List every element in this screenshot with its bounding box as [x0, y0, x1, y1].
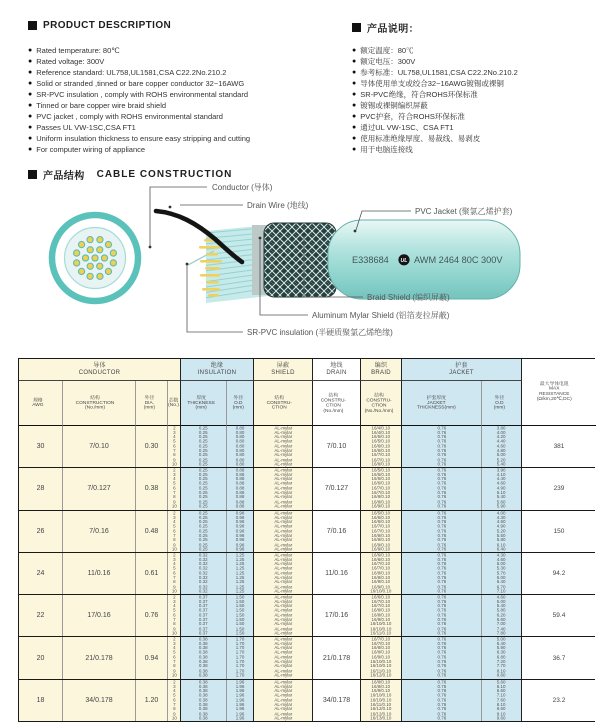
column-group-header: 屏蔽 SHIELD [254, 359, 313, 381]
bullet-item [28, 56, 346, 67]
cell-drain: 7/0.10 [313, 426, 361, 467]
bullet-item [352, 89, 596, 100]
bullet-icon: ● [352, 102, 357, 109]
cell-ins-thickness: 0.25 0.25 0.25 0.25 0.25 0.25 0.25 0.25 0.25 [181, 426, 227, 467]
cell-jacket-thickness: 0.76 0.76 0.76 0.76 0.76 0.76 0.76 0.76 0.76 [402, 637, 482, 678]
cell-resistance: 239 [522, 468, 596, 509]
column-header: 厚度 THICKNESS (mm) [181, 381, 227, 426]
cell-jacket-od: 4.60 5.00 5.40 5.80 6.20 6.60 7.00 7.40 7.80 [482, 595, 522, 636]
bullet-item [28, 67, 346, 78]
cell-dia: 0.94 [136, 637, 168, 678]
table-row-awg-18 [19, 680, 594, 721]
cell-jacket-od: 5.60 6.10 6.60 7.10 7.60 8.10 8.60 9.10 9.60 [482, 680, 522, 721]
cell-ins-od: 1.50 1.50 1.50 1.50 1.50 1.50 1.50 1.50 1.50 [227, 595, 254, 636]
cell-jacket-od: 4.30 4.60 5.00 5.30 5.70 6.00 6.40 6.70 7.10 [482, 553, 522, 594]
cell-shield: AL-mylar AL-mylar AL-mylar AL-mylar AL-mylar AL-mylar AL-mylar AL-mylar AL-mylar [254, 553, 313, 594]
cable-construction-title-en: CABLE CONSTRUCTION [96, 169, 233, 180]
column-header: 外径 O.D (mm) [482, 381, 522, 426]
cell-jacket-thickness: 0.76 0.76 0.76 0.76 0.76 0.76 0.76 0.76 0.76 [402, 680, 482, 721]
cell-construction: 34/0.178 [63, 680, 136, 721]
pvc-jacket-label: PVC Jacket (聚氯乙烯护套) [415, 207, 513, 216]
bullet-item [28, 111, 346, 122]
bullet-icon: ● [352, 146, 357, 153]
bullet-text: For computer wiring of appliance [36, 145, 146, 154]
bullet-icon: ● [352, 69, 357, 76]
bullet-icon: ● [352, 47, 357, 54]
bullet-icon: ● [28, 146, 33, 153]
bullet-icon: ● [352, 91, 357, 98]
cell-shield: AL-mylar AL-mylar AL-mylar AL-mylar AL-mylar AL-mylar AL-mylar AL-mylar AL-mylar [254, 511, 313, 552]
drain-wire-label: Drain Wire (地线) [247, 201, 309, 210]
table-row-awg-30 [19, 426, 594, 468]
bullet-item [28, 100, 346, 111]
cell-ins-thickness: 0.25 0.25 0.25 0.25 0.25 0.25 0.25 0.25 0.25 [181, 511, 227, 552]
bullet-text: 参考标准：UL758,UL1581,CSA C22.2No.210.2 [360, 68, 518, 77]
bullet-item [28, 78, 346, 89]
cell-ins-thickness: 0.37 0.37 0.37 0.37 0.37 0.37 0.37 0.37 0.37 [181, 595, 227, 636]
bullet-item [352, 100, 596, 111]
cell-dia: 1.20 [136, 680, 168, 721]
bullet-text: Solid or stranded ,tinned or bare copper conductor 32~16AWG [36, 79, 245, 88]
bullet-icon: ● [28, 80, 33, 87]
cell-drain: 34/0.178 [313, 680, 361, 721]
cell-awg: 18 [19, 680, 63, 721]
bullet-text: 镀锡或裸铜编织屏蔽 [360, 101, 428, 110]
bullet-icon: ● [352, 124, 357, 131]
cell-dia: 0.76 [136, 595, 168, 636]
bullet-item [28, 144, 346, 155]
cell-jacket-thickness: 0.76 0.76 0.76 0.76 0.76 0.76 0.76 0.76 0.76 [402, 511, 482, 552]
cell-awg: 30 [19, 426, 63, 467]
bullet-item [352, 78, 596, 89]
cell-construction: 21/0.178 [63, 637, 136, 678]
column-header: 护套厚度 JACKET THICKNESS(mm) [402, 381, 482, 426]
bullet-item [352, 133, 596, 144]
cell-shield: AL-mylar AL-mylar AL-mylar AL-mylar AL-mylar AL-mylar AL-mylar AL-mylar AL-mylar [254, 637, 313, 678]
cell-jacket-thickness: 0.76 0.76 0.76 0.76 0.76 0.76 0.76 0.76 0.76 [402, 468, 482, 509]
cell-jacket-thickness: 0.76 0.76 0.76 0.76 0.76 0.76 0.76 0.76 0.76 [402, 426, 482, 467]
cable-cross-section [52, 215, 138, 301]
cell-awg: 20 [19, 637, 63, 678]
cell-ins-od: 1.96 1.96 1.96 1.96 1.96 1.96 1.96 1.96 1.96 [227, 680, 254, 721]
bullet-item [352, 111, 596, 122]
cell-drain: 7/0.127 [313, 468, 361, 509]
cell-ins-od: 1.70 1.70 1.70 1.70 1.70 1.70 1.70 1.70 1.70 [227, 637, 254, 678]
column-header: 结构 CONSTRU- CTION (No./No./mm) [361, 381, 402, 426]
bullet-text: Rated voltage: 300V [36, 57, 105, 66]
bullet-text: Tinned or bare copper wire braid shield [36, 101, 167, 110]
table-header [19, 359, 594, 426]
bullet-text: SR-PVC绝缘，符合ROHS环保标准 [360, 90, 478, 99]
cell-awg: 28 [19, 468, 63, 509]
column-header: 结构 CONSTRU- CTION (No./mm) [313, 381, 361, 426]
cell-cores: 2 3 4 5 6 7 8 9 10 [168, 680, 181, 721]
cell-drain: 21/0.178 [313, 637, 361, 678]
square-bullet-icon [352, 23, 361, 32]
column-header: 规格 AWG [19, 381, 63, 426]
cell-jacket-od: 5.00 5.40 5.90 6.30 6.80 7.20 7.70 8.10 8.60 [482, 637, 522, 678]
cell-ins-od: 1.25 1.25 1.25 1.25 1.25 1.25 1.25 1.25 1.25 [227, 553, 254, 594]
bullet-icon: ● [28, 58, 33, 65]
column-group-header: 绝缘 INSULATION [181, 359, 254, 381]
cell-braid: 16/8/0.10 16/8/0.10 16/9/0.10 16/10/0.10 16/10/0.10 16/11/0.10 16/12/0.10 16/12/0.10 16/13/0.10 [361, 680, 402, 721]
aluminum-mylar-label: Aluminum Mylar Shield (铝箔麦拉屏蔽) [312, 311, 450, 320]
cell-jacket-od: 4.00 4.30 4.60 4.90 5.20 5.50 5.80 6.10 6.40 [482, 511, 522, 552]
bullet-icon: ● [352, 80, 357, 87]
product-description-title-zh-text: 产品说明： [367, 24, 419, 35]
cell-construction: 7/0.10 [63, 426, 136, 467]
cell-ins-thickness: 0.38 0.38 0.38 0.38 0.38 0.38 0.38 0.38 0.38 [181, 680, 227, 721]
product-description-title [28, 20, 171, 31]
cell-construction: 7/0.127 [63, 468, 136, 509]
cell-dia: 0.48 [136, 511, 168, 552]
braid-shield-section [264, 223, 336, 297]
cell-ins-od: 0.80 0.80 0.80 0.80 0.80 0.80 0.80 0.80 0.80 [227, 426, 254, 467]
bullet-icon: ● [352, 135, 357, 142]
jacket-spec-text: AWM 2464 80C 300V [414, 255, 503, 265]
column-header: 结构 CONSTRU- CTION [254, 381, 313, 426]
table-row-awg-24 [19, 553, 594, 595]
bullet-text: 额定温度：80℃ [360, 46, 414, 55]
cell-resistance: 36.7 [522, 637, 596, 678]
sr-pvc-insulation-label: SR-PVC insulation (半硬质聚氯乙烯绝缘) [247, 328, 393, 337]
bullet-item [352, 122, 596, 133]
cell-braid: 16/4/0.10 16/4/0.10 16/5/0.10 16/5/0.10 16/6/0.10 16/6/0.10 16/7/0.10 16/7/0.10 16/8/0.10 [361, 426, 402, 467]
cell-shield: AL-mylar AL-mylar AL-mylar AL-mylar AL-mylar AL-mylar AL-mylar AL-mylar AL-mylar [254, 426, 313, 467]
bullet-icon: ● [352, 113, 357, 120]
table-row-awg-20 [19, 637, 594, 679]
cell-braid: 16/5/0.10 16/5/0.10 16/6/0.10 16/6/0.10 16/7/0.10 16/7/0.10 16/8/0.10 16/8/0.10 16/9/0.10 [361, 468, 402, 509]
bullet-item [28, 89, 346, 100]
cell-jacket-thickness: 0.76 0.76 0.76 0.76 0.76 0.76 0.76 0.76 0.76 [402, 553, 482, 594]
bullet-item [352, 67, 596, 78]
column-group-header: 护套 JACKET [402, 359, 522, 381]
resistance-column-header: 最大导体电阻 MAX RESISTANCE (Ω/km,20℃,DC) [522, 359, 596, 426]
cell-braid: 16/7/0.10 16/7/0.10 16/8/0.10 16/8/0.10 16/9/0.10 16/10/0.10 16/10/0.10 16/11/0.10 16/12/0.10 [361, 637, 402, 678]
cell-resistance: 59.4 [522, 595, 596, 636]
conductor-label: Conductor (导体) [212, 183, 273, 192]
cell-braid: 16/5/0.10 16/6/0.10 16/6/0.10 16/7/0.10 16/7/0.10 16/8/0.10 16/8/0.10 16/9/0.10 16/9/0.10 [361, 511, 402, 552]
cell-drain: 11/0.16 [313, 553, 361, 594]
bullet-text: 通过UL VW-1SC、CSA FT1 [360, 123, 454, 132]
bullet-icon: ● [28, 91, 33, 98]
product-description-title-text: PRODUCT DESCRIPTION [43, 20, 172, 31]
cable-construction-diagram [0, 163, 603, 358]
cell-construction: 7/0.16 [63, 511, 136, 552]
bullet-text: Rated temperature: 80℃ [36, 46, 120, 55]
bullet-item [352, 144, 596, 155]
cell-cores: 2 3 4 5 6 7 8 9 10 [168, 637, 181, 678]
bullet-icon: ● [28, 124, 33, 131]
cell-jacket-od: 3.80 4.00 4.20 4.40 4.60 4.80 5.00 5.20 5.40 [482, 426, 522, 467]
jacket-print [352, 254, 503, 265]
bullet-text: Uniform insulation thickness to ensure easy stripping and cutting [36, 134, 251, 143]
table-row-awg-22 [19, 595, 594, 637]
cell-cores: 2 3 4 5 6 7 8 9 10 [168, 511, 181, 552]
bullet-item [28, 122, 346, 133]
bullet-item [28, 45, 346, 56]
cell-ins-thickness: 0.32 0.32 0.32 0.32 0.32 0.32 0.32 0.32 0.32 [181, 553, 227, 594]
bullet-text: Passes UL VW-1SC,CSA FT1 [36, 123, 136, 132]
bullet-text: SR-PVC insulation , comply with ROHS environmental standard [36, 90, 248, 99]
ul-mark-text: UL [400, 258, 408, 264]
cell-awg: 26 [19, 511, 63, 552]
bullet-icon: ● [28, 113, 33, 120]
spec-table [18, 358, 595, 722]
cell-jacket-od: 3.90 4.10 4.40 4.60 4.90 5.10 5.40 5.60 5.90 [482, 468, 522, 509]
column-header: 外径 DIA. (mm) [136, 381, 168, 426]
cell-dia: 0.38 [136, 468, 168, 509]
column-group-header: 地线 DRAIN [313, 359, 361, 381]
cable-side-view [156, 211, 520, 303]
column-header: 外径 O.D (mm) [227, 381, 254, 426]
cell-drain: 17/0.16 [313, 595, 361, 636]
square-bullet-icon [28, 21, 37, 30]
jacket-cert-number: E338684 [352, 255, 389, 265]
cell-shield: AL-mylar AL-mylar AL-mylar AL-mylar AL-mylar AL-mylar AL-mylar AL-mylar AL-mylar [254, 595, 313, 636]
cell-braid: 16/6/0.10 16/7/0.10 16/7/0.10 16/8/0.10 16/8/0.10 16/9/0.10 16/10/0.10 16/10/0.10 16/11/0.10 [361, 595, 402, 636]
bullet-icon: ● [352, 58, 357, 65]
bullet-text: PVC护套，符合ROHS环保标准 [360, 112, 465, 121]
cell-resistance: 150 [522, 511, 596, 552]
bullet-item [28, 133, 346, 144]
bullet-icon: ● [28, 102, 33, 109]
cell-resistance: 94.2 [522, 553, 596, 594]
cell-ins-thickness: 0.38 0.38 0.38 0.38 0.38 0.38 0.38 0.38 0.38 [181, 637, 227, 678]
cell-shield: AL-mylar AL-mylar AL-mylar AL-mylar AL-mylar AL-mylar AL-mylar AL-mylar AL-mylar [254, 680, 313, 721]
cell-awg: 24 [19, 553, 63, 594]
table-row-awg-26 [19, 511, 594, 553]
bullet-item [352, 45, 596, 56]
bullet-icon: ● [28, 47, 33, 54]
bullet-icon: ● [28, 69, 33, 76]
cell-ins-od: 0.98 0.98 0.98 0.98 0.98 0.98 0.98 0.98 0.98 [227, 511, 254, 552]
bullet-text: Reference standard: UL758,UL1581,CSA C22.2No.210.2 [36, 68, 227, 77]
cell-cores: 2 3 4 5 6 7 8 9 10 [168, 426, 181, 467]
cell-drain: 7/0.16 [313, 511, 361, 552]
column-header: 结构 CONSTRUCTION (No./mm) [63, 381, 136, 426]
bullet-text: 导体使用单支或绞合32~16AWG镀锡或裸铜 [360, 79, 504, 88]
bullet-item [352, 56, 596, 67]
product-description-title-zh [352, 20, 419, 35]
cell-cores: 2 3 4 5 6 7 8 9 10 [168, 468, 181, 509]
cell-construction: 17/0.16 [63, 595, 136, 636]
bullet-text: 使用标准绝缘厚度、易裁线、易剥皮 [360, 134, 481, 143]
bullet-text: 额定电压：300V [360, 57, 416, 66]
cell-ins-od: 0.88 0.88 0.88 0.88 0.88 0.88 0.88 0.88 0.88 [227, 468, 254, 509]
product-description-list [28, 45, 346, 155]
bullet-icon: ● [28, 135, 33, 142]
cell-braid: 16/6/0.10 16/6/0.10 16/7/0.10 16/7/0.10 16/8/0.10 16/8/0.10 16/9/0.10 16/9/0.10 16/10/0.10 [361, 553, 402, 594]
braid-shield-label: Braid Shield (编织屏蔽) [367, 293, 450, 302]
cell-jacket-thickness: 0.76 0.76 0.76 0.76 0.76 0.76 0.76 0.76 0.76 [402, 595, 482, 636]
column-group-header: 编织 BRAID [361, 359, 402, 381]
cable-construction-title-zh: 产品结构 [43, 171, 85, 182]
cell-cores: 2 3 4 5 6 7 8 9 10 [168, 553, 181, 594]
cell-awg: 22 [19, 595, 63, 636]
product-description-list-zh [352, 45, 596, 155]
bullet-text: PVC jacket , comply with ROHS environmental standard [36, 112, 223, 121]
cell-cores: 2 3 4 5 6 7 8 9 10 [168, 595, 181, 636]
cell-dia: 0.61 [136, 553, 168, 594]
cell-shield: AL-mylar AL-mylar AL-mylar AL-mylar AL-mylar AL-mylar AL-mylar AL-mylar AL-mylar [254, 468, 313, 509]
cell-dia: 0.30 [136, 426, 168, 467]
cell-resistance: 381 [522, 426, 596, 467]
cell-ins-thickness: 0.25 0.25 0.25 0.25 0.25 0.25 0.25 0.25 0.25 [181, 468, 227, 509]
cell-resistance: 23.2 [522, 680, 596, 721]
column-header: 芯数 (No.) [168, 381, 181, 426]
column-group-header: 导体 CONDUCTOR [19, 359, 181, 381]
cell-construction: 11/0.16 [63, 553, 136, 594]
bullet-text: 用于电脑连接线 [360, 145, 413, 154]
table-row-awg-28 [19, 468, 594, 510]
